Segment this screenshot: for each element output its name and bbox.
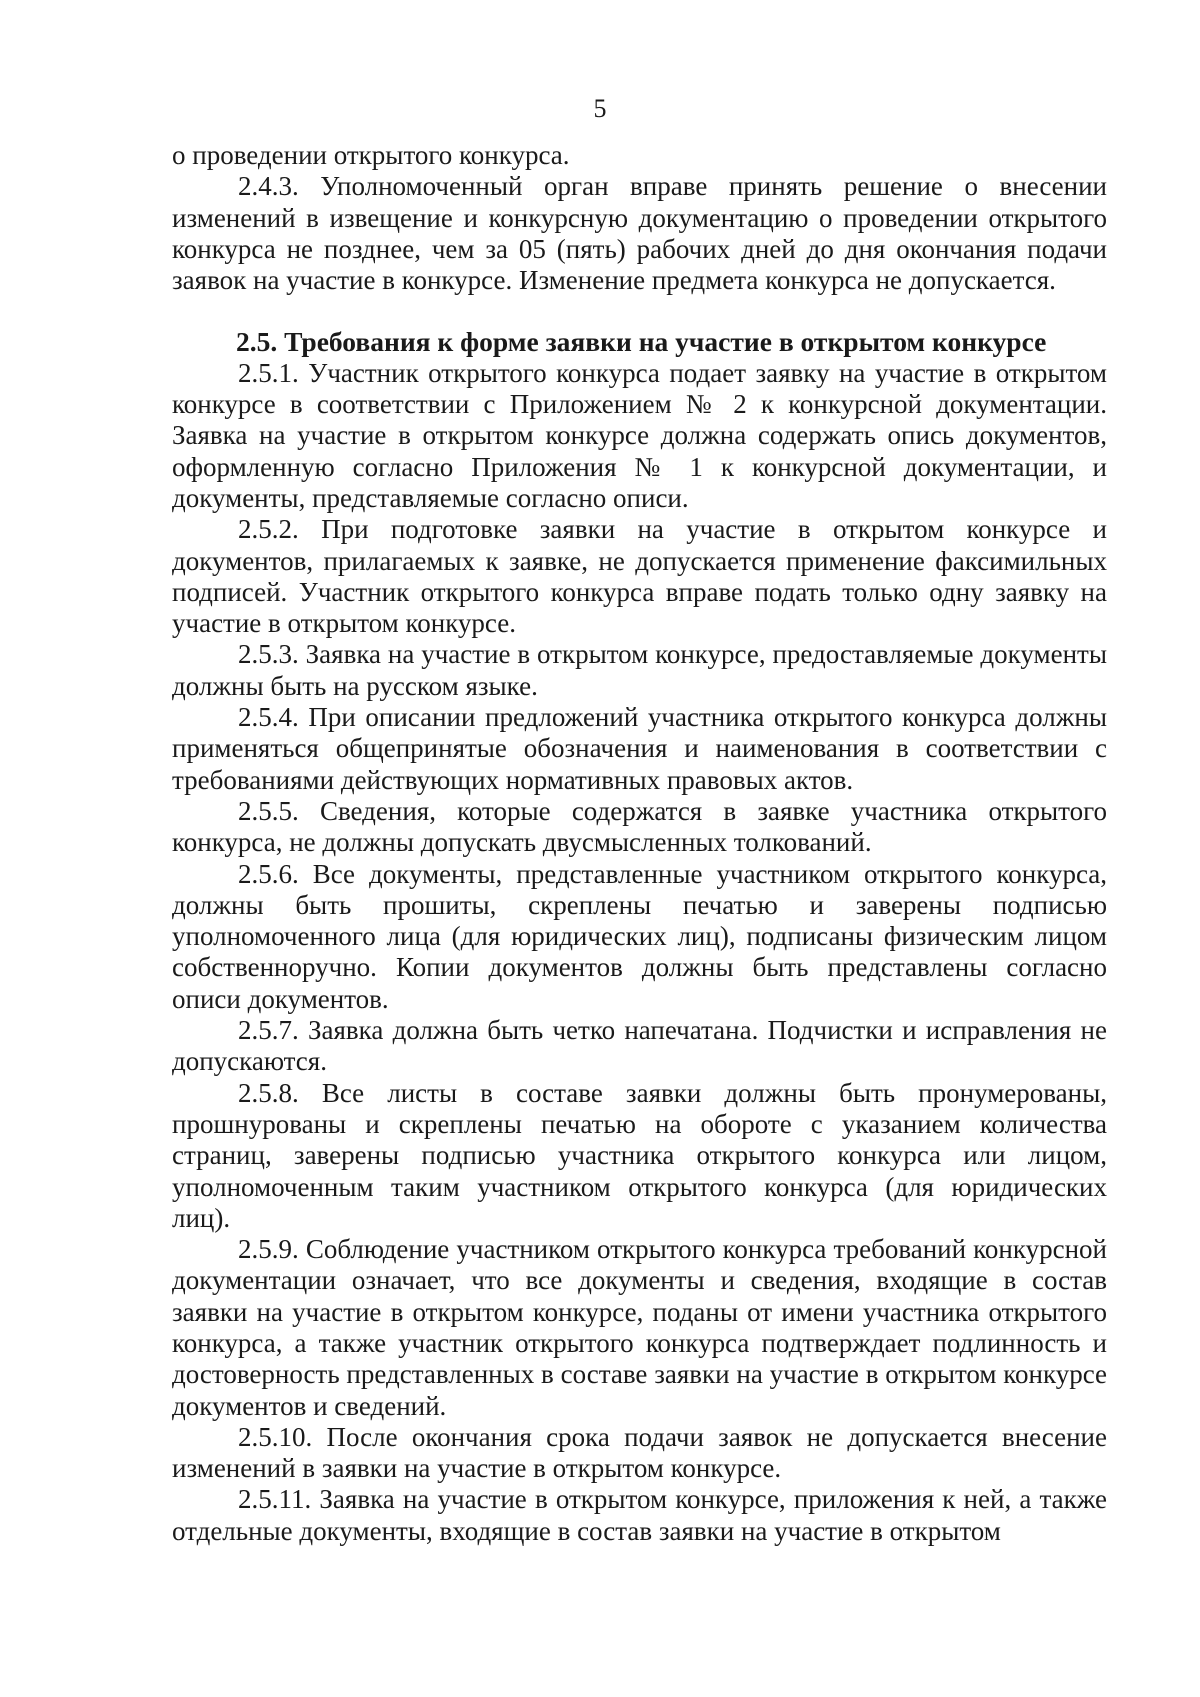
document-body xyxy=(172,140,1107,1547)
paragraph-2-5-3: 2.5.3. Заявка на участие в открытом конкурсе, предоставляемые документы должны быть на русском языке. xyxy=(172,639,1107,701)
paragraph-2-5-6: 2.5.6. Все документы, представленные участником открытого конкурса, должны быть прошиты, скреплены печатью и заверены подписью уполномоченного лица (для юридических лиц), подписаны физическим лицом собственноручно. Копии документов должны быть представлены согласно описи документов. xyxy=(172,858,1107,1014)
paragraph-2-5-11: 2.5.11. Заявка на участие в открытом конкурсе, приложения к ней, а также отдельные документы, входящие в состав заявки на участие в открытом xyxy=(172,1484,1107,1546)
paragraph-2-5-5: 2.5.5. Сведения, которые содержатся в заявке участника открытого конкурса, не должны допускать двусмысленных толкований. xyxy=(172,795,1107,858)
section-heading-2-5: 2.5. Требования к форме заявки на участие в открытом конкурсе xyxy=(236,326,1047,358)
paragraph-2-5-9: 2.5.9. Соблюдение участником открытого конкурса требований конкурсной документации означает, что все документы и сведения, входящие в состав заявки на участие в открытом конкурсе, поданы от имени участника открытого конкурса, а также участник открытого конкурса подтверждает подлинность и достоверность представленных в составе заявки на участие в открытом конкурсе документов и сведений. xyxy=(172,1234,1107,1421)
intro-continuation: о проведении открытого конкурса. xyxy=(172,140,570,170)
paragraph-2-5-2: 2.5.2. При подготовке заявки на участие в открытом конкурсе и документов, прилагаемых к заявке, не допускается применение факсимильных подписей. Участник открытого конкурса вправе подать только одну заявку на участие в открытом конкурсе. xyxy=(172,514,1107,639)
paragraph-2-5-7: 2.5.7. Заявка должна быть четко напечатана. Подчистки и исправления не допускаются. xyxy=(172,1015,1107,1077)
paragraph-2-5-4: 2.5.4. При описании предложений участника открытого конкурса должны применяться общепринятые обозначения и наименования в соответствии с требованиями действующих нормативных правовых актов. xyxy=(172,702,1107,795)
page-number: 5 xyxy=(593,94,607,123)
paragraph-2-5-8: 2.5.8. Все листы в составе заявки должны быть пронумерованы, прошнурованы и скреплены печатью на обороте с указанием количества страниц, заверены подписью участника открытого конкурса или лицом, уполномоченным таким участником открытого конкурса (для юридических лиц). xyxy=(172,1077,1107,1233)
paragraph-2-5-10: 2.5.10. После окончания срока подачи заявок не допускается внесение изменений в заявки на участие в открытом конкурсе. xyxy=(172,1421,1107,1484)
paragraph-2-5-1: 2.5.1. Участник открытого конкурса подает заявку на участие в открытом конкурсе в соответствии с Приложением № 2 к конкурсной документации. Заявка на участие в открытом конкурсе должна содержать опись документов, оформленную согласно Приложения № 1 к конкурсной документации, и документы, представляемые согласно описи. xyxy=(172,357,1107,513)
paragraph-2-4-3: 2.4.3. Уполномоченный орган вправе принять решение о внесении изменений в извещение и конкурсную документацию о проведении открытого конкурса не позднее, чем за 05 (пять) рабочих дней до дня окончания подачи заявок на участие в конкурсе. Изменение предмета конкурса не допускается. xyxy=(172,171,1107,296)
